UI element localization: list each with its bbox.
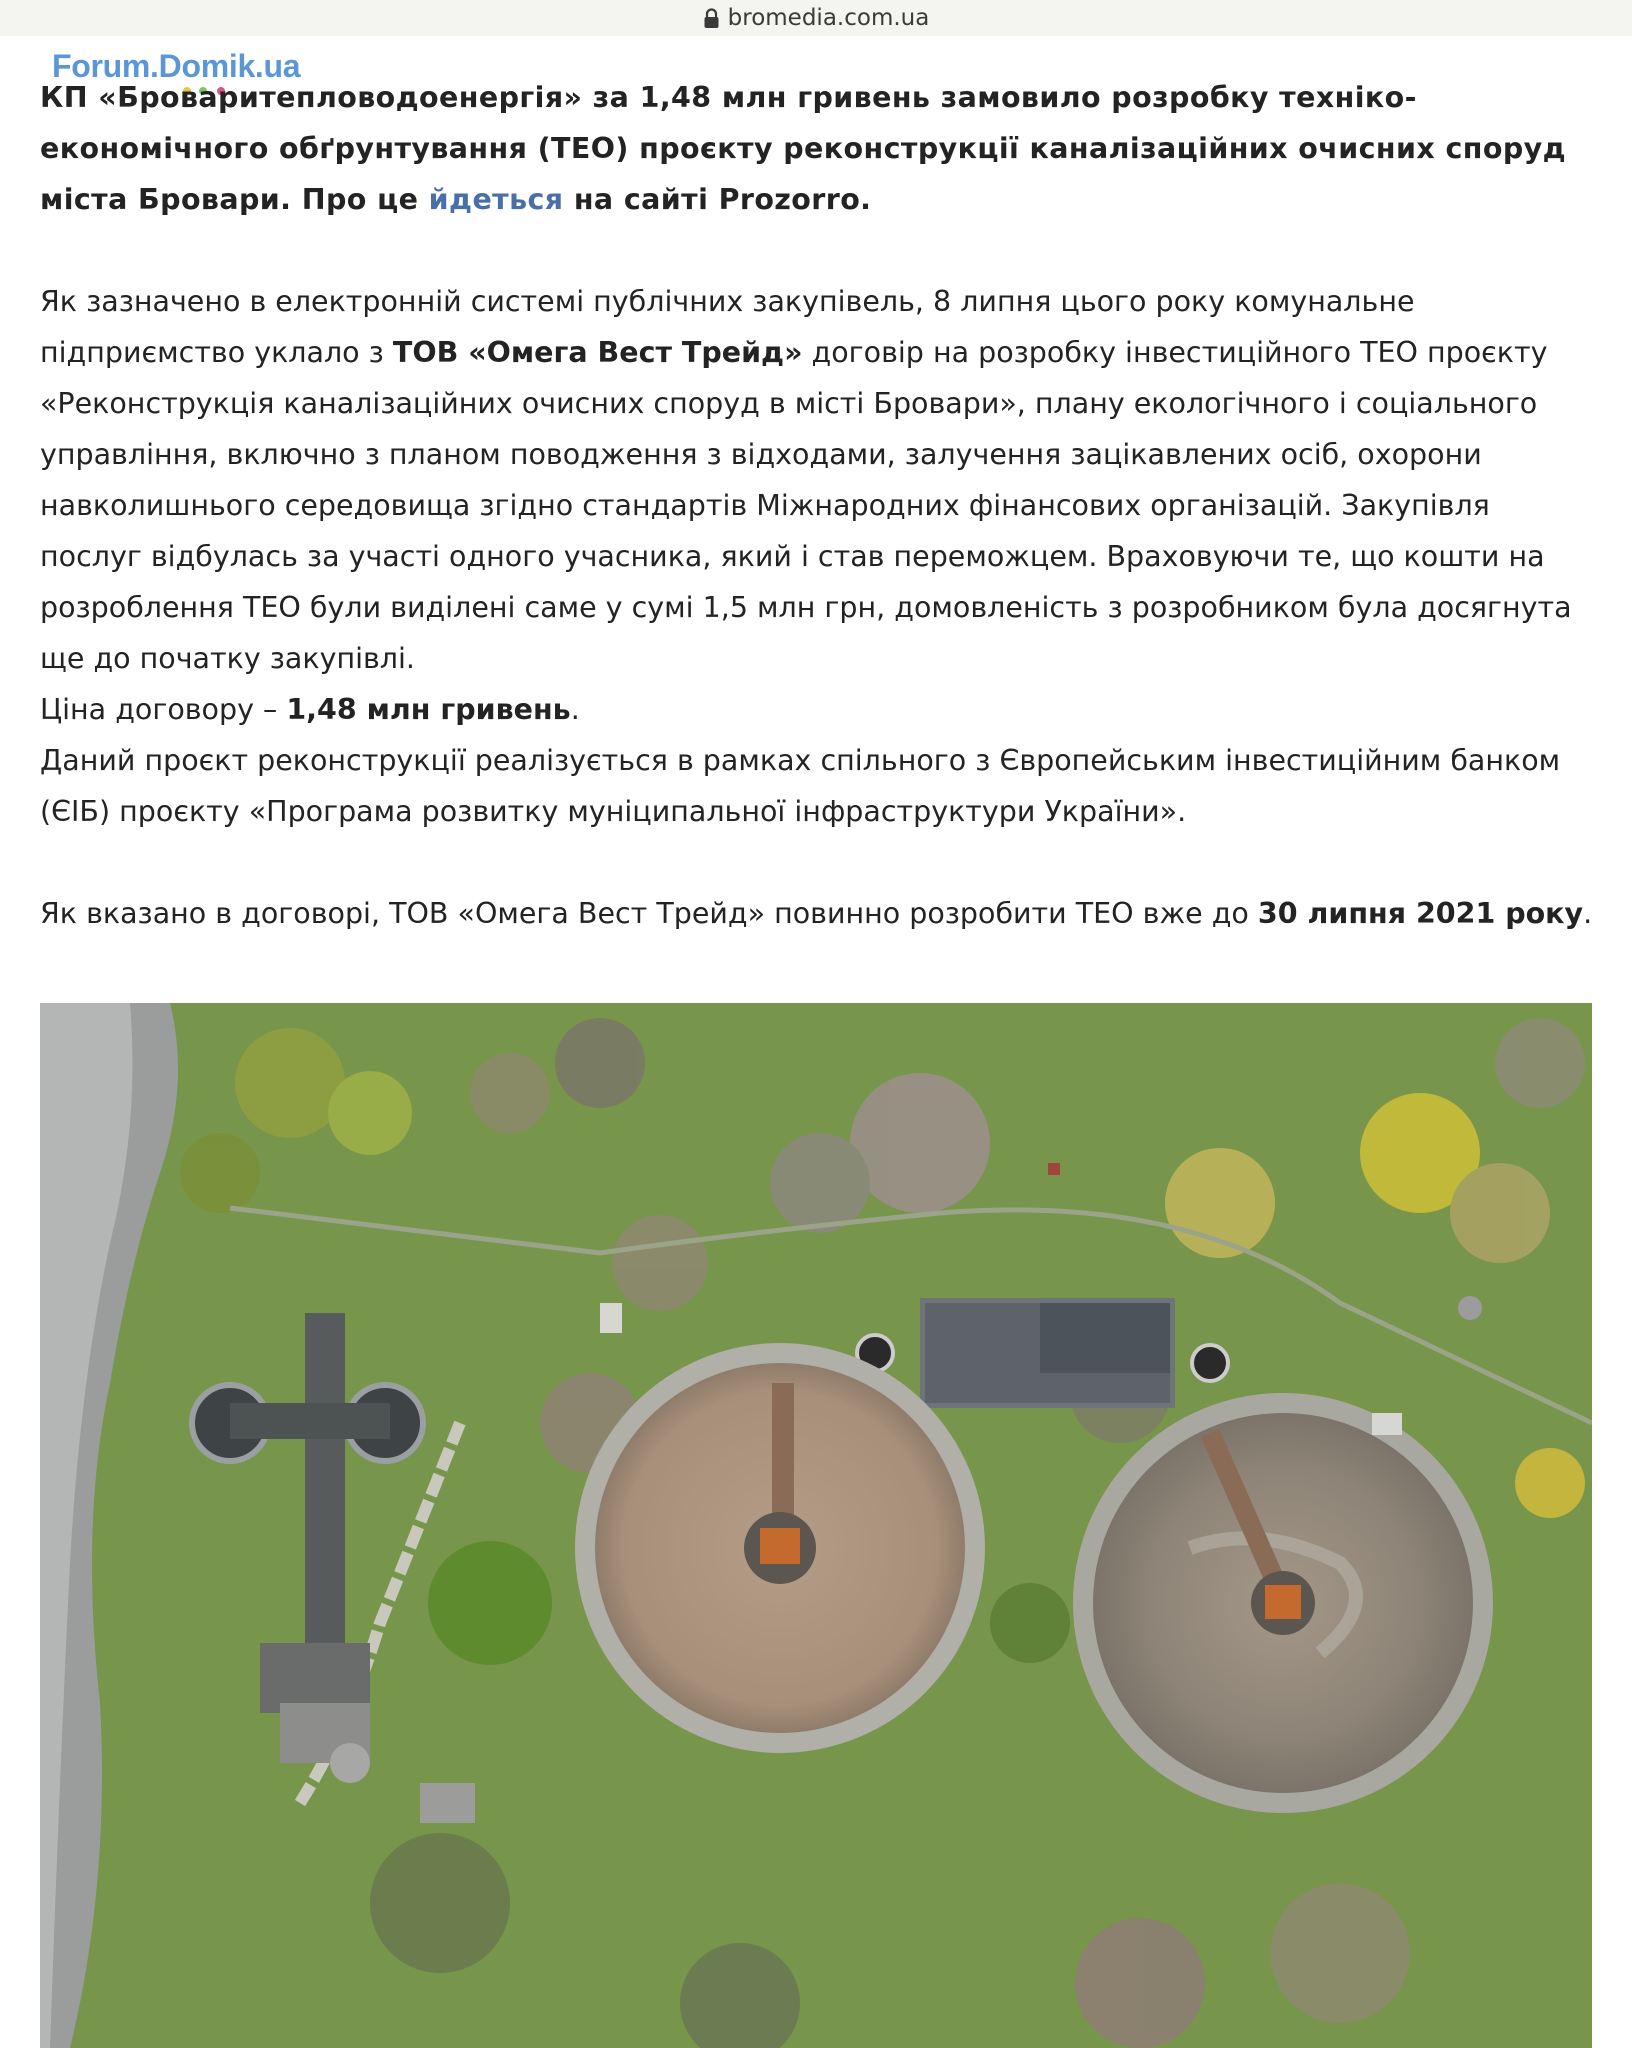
aerial-photo-treatment-plant (40, 1003, 1592, 2048)
paragraph-deadline (40, 888, 1595, 939)
price-label: Ціна договору – (40, 693, 287, 726)
company-name: ТОВ «Омега Вест Трейд» (392, 336, 803, 369)
watermark-logo: Forum.Domik.ua (52, 48, 301, 84)
deadline-text: Як вказано в договорі, ТОВ «Омега Вест Трейд» повинно розробити ТЕО вже до (40, 897, 1258, 930)
article-body (40, 72, 1595, 939)
lead-text: КП «Броваритепловодоенергія» за 1,48 млн гривень замовило розробку техніко-економічного обґрунтування (ТЕО) проєкту реконструкції каналізаційних очисних споруд міста Бровари. Про це (40, 81, 1567, 216)
lead-text-end: на сайті Prozorro. (563, 183, 872, 216)
paragraph-eib: Даний проєкт реконструкції реалізується в рамках спільного з Європейським інвестиційним банком (ЄІБ) проєкту «Програма розвитку муніципальної інфраструктури України». (40, 744, 1561, 828)
procurement-text-end: договір на розробку інвестиційного ТЕО проєкту «Реконструкція каналізаційних очисних споруд в місті Бровари», плану екологічного і соціального управління, включно з планом поводження з відходами, залучення зацікавлених осіб, охорони навколишнього середовища згідно стандартів Міжнародних фінансових організацій. Закупівля послуг відбулась за участі одного учасника, який і став переможцем. Враховуючи те, що кошти на розроблення ТЕО були виділені саме у сумі 1,5 млн грн, домовленість з розробником була досягнута ще до початку закупівлі. (40, 336, 1572, 675)
deadline-end: . (1583, 897, 1593, 930)
price-value: 1,48 млн гривень (286, 693, 571, 726)
address-bar[interactable] (0, 0, 1632, 36)
procurement-text: Як зазначено в електронній системі публічних закупівель, 8 липня цього року комунальне підприємство уклало з (40, 285, 1415, 369)
article-lead (40, 72, 1595, 225)
prozorro-link[interactable]: йдеться (428, 183, 564, 216)
aerial-photo-illustration (40, 1003, 1592, 2048)
lock-icon (703, 8, 720, 29)
paragraph-procurement (40, 276, 1595, 684)
paragraph-price (40, 684, 1595, 735)
price-end: . (570, 693, 580, 726)
url-text[interactable]: bromedia.com.ua (727, 5, 930, 31)
deadline-date: 30 липня 2021 року (1257, 897, 1584, 930)
